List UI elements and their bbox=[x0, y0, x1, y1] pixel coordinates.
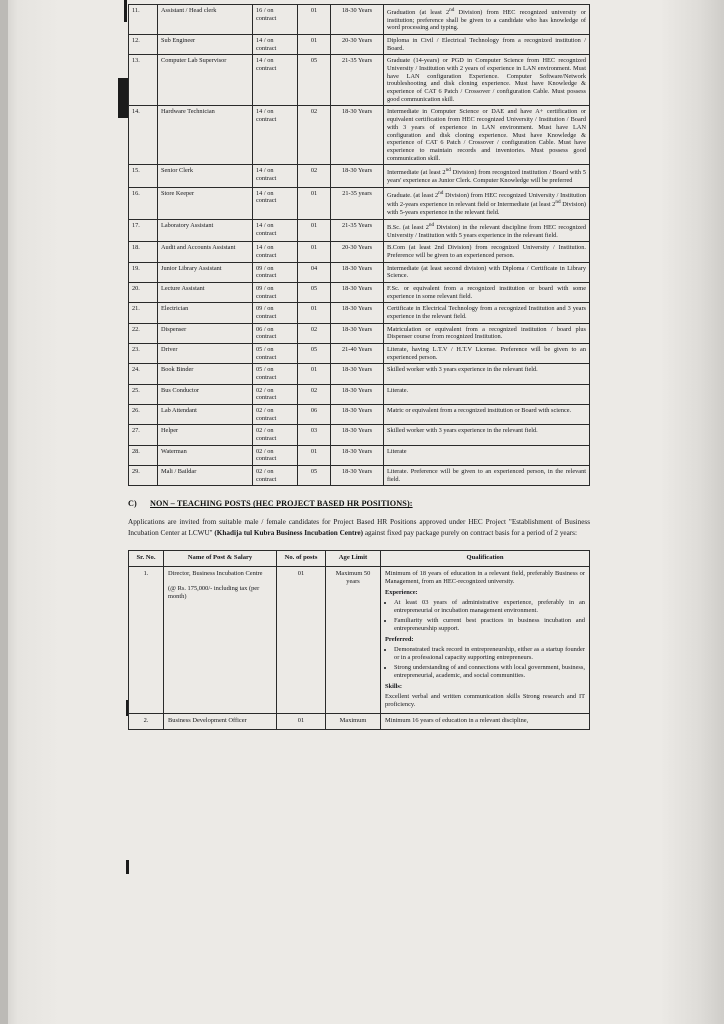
cell-pay: 14 / on contract bbox=[253, 35, 298, 55]
teaching-posts-table bbox=[128, 4, 590, 486]
cell-age: 18-30 Years bbox=[331, 165, 384, 187]
cell-pay: 02 / on contract bbox=[253, 445, 298, 465]
cell-post: Hardware Technician bbox=[158, 106, 253, 165]
cell-post: Driver bbox=[158, 343, 253, 363]
cell-sr: 16. bbox=[129, 187, 158, 219]
header-age-limit: Age Limit bbox=[326, 550, 381, 566]
cell-no: 03 bbox=[298, 425, 331, 445]
cell-age: 21-35 years bbox=[331, 187, 384, 219]
cell-post: Dispenser bbox=[158, 323, 253, 343]
cell-sr: 26. bbox=[129, 405, 158, 425]
cell-sr: 14. bbox=[129, 106, 158, 165]
table-row bbox=[129, 566, 590, 714]
table-row bbox=[129, 35, 590, 55]
skills-text: Excellent verbal and written communication skills Strong research and IT proficiency. bbox=[385, 692, 585, 709]
cell-sr: 29. bbox=[129, 466, 158, 486]
table-row bbox=[129, 466, 590, 486]
table-row bbox=[129, 323, 590, 343]
cell-no: 05 bbox=[298, 55, 331, 106]
cell-sr: 15. bbox=[129, 165, 158, 187]
cell-no: 02 bbox=[298, 165, 331, 187]
cell-no: 05 bbox=[298, 282, 331, 302]
skills-heading: Skills: bbox=[385, 683, 403, 691]
header-post: Name of Post & Salary bbox=[164, 550, 277, 566]
cell-pay: 14 / on contract bbox=[253, 187, 298, 219]
table-row bbox=[129, 106, 590, 165]
cell-qualification: Literate. Preference will be given to an experienced person, in the relevant field. bbox=[384, 466, 590, 486]
cell-no: 05 bbox=[298, 343, 331, 363]
cell-sr: 24. bbox=[129, 364, 158, 384]
cell-pay: 02 / on contract bbox=[253, 466, 298, 486]
cell-pay: 09 / on contract bbox=[253, 303, 298, 323]
cell-no: 01 bbox=[298, 303, 331, 323]
list-item: • Demonstrated track record in entrepreneurship, either as a startup founder or in a professional capacity supporting entrepreneurs. bbox=[394, 646, 585, 663]
cell-no: 01 bbox=[298, 364, 331, 384]
list-item: • At least 03 years of administrative experience, preferably in an entrepreneurial or incubation management environment. bbox=[394, 599, 585, 616]
cell-post: Store Keeper bbox=[158, 187, 253, 219]
cell-qualification: Graduate. (at least 2nd Division) from HEC recognized University / Institution with 2-years experience in relevant field or Intermediate (at least 2nd Division) with 5-years experience in the relevant field. bbox=[384, 187, 590, 219]
cell-post: Business Development Officer bbox=[164, 714, 277, 729]
cell-no: 01 bbox=[298, 445, 331, 465]
table-row bbox=[129, 364, 590, 384]
table-row bbox=[129, 384, 590, 404]
cell-sr: 11. bbox=[129, 5, 158, 35]
cell-no: 01 bbox=[298, 219, 331, 241]
cell-pay: 14 / on contract bbox=[253, 55, 298, 106]
cell-sr: 17. bbox=[129, 219, 158, 241]
table-row bbox=[129, 445, 590, 465]
cell-post: Bus Conductor bbox=[158, 384, 253, 404]
table-row bbox=[129, 242, 590, 262]
cell-pay: 05 / on contract bbox=[253, 364, 298, 384]
cell-post: Laboratory Assistant bbox=[158, 219, 253, 241]
cell-pay: 02 / on contract bbox=[253, 384, 298, 404]
table-row bbox=[129, 5, 590, 35]
cell-no: 04 bbox=[298, 262, 331, 282]
cell-post: Waterman bbox=[158, 445, 253, 465]
scan-artifact-low bbox=[126, 860, 129, 874]
cell-age: 21-40 Years bbox=[331, 343, 384, 363]
cell-no: 06 bbox=[298, 405, 331, 425]
scan-artifact-top bbox=[124, 0, 127, 22]
cell-age: 18-30 Years bbox=[331, 384, 384, 404]
table-row bbox=[129, 303, 590, 323]
cell-sr: 22. bbox=[129, 323, 158, 343]
cell-post: Electrician bbox=[158, 303, 253, 323]
experience-heading: Experience: bbox=[385, 589, 418, 597]
cell-no: 02 bbox=[298, 323, 331, 343]
cell-age: Maximum bbox=[326, 714, 381, 729]
cell-qualification bbox=[381, 566, 590, 714]
cell-age: 21-35 Years bbox=[331, 219, 384, 241]
paragraph-line-2-post: against fixed pay bbox=[363, 529, 414, 538]
cell-sr: 25. bbox=[129, 384, 158, 404]
paragraph-line-2-bold: (Khadija tul Kubra Business Incubation Centre) bbox=[214, 529, 364, 538]
cell-post: Book Binder bbox=[158, 364, 253, 384]
cell-no: 01 bbox=[298, 187, 331, 219]
cell-no: 01 bbox=[298, 35, 331, 55]
cell-qualification: B.Com (at least 2nd Division) from recognized University / Institution. Preference will be given to an experienced person. bbox=[384, 242, 590, 262]
cell-pay: 05 / on contract bbox=[253, 343, 298, 363]
cell-sr: 12. bbox=[129, 35, 158, 55]
scan-artifact-clip bbox=[118, 78, 128, 118]
cell-qualification: Matric or equivalent from a recognized institution or Board with science. bbox=[384, 405, 590, 425]
cell-age: 18-30 Years bbox=[331, 364, 384, 384]
cell-pay: 06 / on contract bbox=[253, 323, 298, 343]
cell-sr: 18. bbox=[129, 242, 158, 262]
cell-age: 18-30 Years bbox=[331, 282, 384, 302]
paragraph-line-2-pre: "Establishment of Business Incubation Center at LCWU" bbox=[128, 518, 590, 538]
table-row bbox=[129, 219, 590, 241]
cell-qualification: Literate. bbox=[384, 384, 590, 404]
cell-qualification: Skilled worker with 3 years experience in the relevant field. bbox=[384, 364, 590, 384]
table-row bbox=[129, 55, 590, 106]
project-posts-body bbox=[129, 566, 590, 729]
header-sr: Sr. No. bbox=[129, 550, 164, 566]
cell-post: Lab Attendant bbox=[158, 405, 253, 425]
cell-post bbox=[164, 566, 277, 714]
cell-post: Lecture Assistant bbox=[158, 282, 253, 302]
cell-qualification: Graduation (at least 2nd Division) from HEC recognized university or institution; preference shall be given to a candidate who has knowledge of word processing and typing. bbox=[384, 5, 590, 35]
paragraph-line-3: package purely on contract basis for a period of 2 years: bbox=[415, 529, 577, 538]
cell-age: 18-30 Years bbox=[331, 405, 384, 425]
cell-sr: 2. bbox=[129, 714, 164, 729]
cell-sr: 28. bbox=[129, 445, 158, 465]
cell-qualification: Literate, having L.T.V / H.T.V License. Preference will be given to an experienced person. bbox=[384, 343, 590, 363]
scan-left-edge bbox=[0, 0, 8, 1024]
section-c bbox=[128, 499, 590, 539]
cell-post: Mali / Baildar bbox=[158, 466, 253, 486]
post-title: Director, Business Incubation Centre bbox=[168, 569, 263, 577]
cell-age: 20-30 Years bbox=[331, 35, 384, 55]
table-header-row bbox=[129, 550, 590, 566]
table-row bbox=[129, 282, 590, 302]
table-row bbox=[129, 262, 590, 282]
cell-age: 18-30 Years bbox=[331, 106, 384, 165]
cell-qualification: B.Sc. (at least 2nd Division) in the relevant discipline from HEC recognized University / Institution with 5 years experience in the relevant field. bbox=[384, 219, 590, 241]
header-no-of-posts: No. of posts bbox=[277, 550, 326, 566]
cell-age: 18-30 Years bbox=[331, 5, 384, 35]
table-row bbox=[129, 405, 590, 425]
cell-qualification: F.Sc. or equivalent from a recognized institution or board with some experience in some relevant field. bbox=[384, 282, 590, 302]
cell-post: Sub Engineer bbox=[158, 35, 253, 55]
cell-no: 01 bbox=[298, 242, 331, 262]
cell-post: Computer Lab Supervisor bbox=[158, 55, 253, 106]
cell-age: Maximum 50 years bbox=[326, 566, 381, 714]
cell-no: 02 bbox=[298, 384, 331, 404]
cell-qualification: Graduate (14-years) or PGD in Computer Science from HEC recognized University / Institution with 2 years of experience in LAN environment. Must have LAN configuration Experience. Computer Software/Network troubleshooting and disk cloning experience. Must have Knowledge & experience of CAT 6 Patch / Crossover / configuration Cable. Must possess good communication skill. bbox=[384, 55, 590, 106]
cell-post: Helper bbox=[158, 425, 253, 445]
cell-qualification: Matriculation or equivalent from a recognized institution / board plus Dispenser course from recognized Institution. bbox=[384, 323, 590, 343]
cell-age: 18-30 Years bbox=[331, 323, 384, 343]
cell-qualification: Skilled worker with 3 years experience in the relevant field. bbox=[384, 425, 590, 445]
cell-pay: 14 / on contract bbox=[253, 165, 298, 187]
cell-qualification: Intermediate (at least 2nd Division) from recognized institution / Board with 5 years' experience as Junior Clerk. Computer Knowledge will be preferred bbox=[384, 165, 590, 187]
cell-pay: 09 / on contract bbox=[253, 262, 298, 282]
cell-sr: 1. bbox=[129, 566, 164, 714]
section-c-heading bbox=[128, 499, 590, 508]
cell-qualification: Certificate in Electrical Technology from a recognized Institution and 3 years experience in the relevant field. bbox=[384, 303, 590, 323]
cell-age: 18-30 Years bbox=[331, 466, 384, 486]
cell-age: 18-30 Years bbox=[331, 425, 384, 445]
preferred-list bbox=[385, 646, 585, 681]
cell-pay: 02 / on contract bbox=[253, 425, 298, 445]
cell-qualification: Intermediate (at least second division) with Diploma / Certificate in Library Science. bbox=[384, 262, 590, 282]
preferred-heading: Preferred: bbox=[385, 636, 414, 644]
cell-qualification: Minimum 16 years of education in a relevant discipline, bbox=[381, 714, 590, 729]
table-row bbox=[129, 187, 590, 219]
project-posts-table bbox=[128, 550, 590, 730]
cell-no: 01 bbox=[298, 5, 331, 35]
cell-no: 01 bbox=[277, 714, 326, 729]
paragraph-line-1: Applications are invited from suitable male / female candidates for Project Based HR Positions approved under HEC Project bbox=[128, 518, 506, 527]
section-c-paragraph bbox=[128, 517, 590, 539]
cell-pay: 14 / on contract bbox=[253, 106, 298, 165]
cell-post: Senior Clerk bbox=[158, 165, 253, 187]
cell-qualification: Diploma in Civil / Electrical Technology from a recognized institution / Board. bbox=[384, 35, 590, 55]
cell-sr: 23. bbox=[129, 343, 158, 363]
cell-pay: 14 / on contract bbox=[253, 242, 298, 262]
list-item: • Familiarity with current best practices in business incubation and entrepreneurship support. bbox=[394, 617, 585, 634]
cell-age: 20-30 Years bbox=[331, 242, 384, 262]
cell-no: 05 bbox=[298, 466, 331, 486]
cell-pay: 16 / on contract bbox=[253, 5, 298, 35]
cell-qualification: Literate bbox=[384, 445, 590, 465]
experience-list bbox=[385, 599, 585, 634]
project-posts-head bbox=[129, 550, 590, 566]
cell-sr: 21. bbox=[129, 303, 158, 323]
section-c-title: NON – TEACHING POSTS (HEC PROJECT BASED HR POSITIONS): bbox=[150, 499, 413, 509]
cell-pay: 14 / on contract bbox=[253, 219, 298, 241]
cell-post: Audit and Accounts Assistant bbox=[158, 242, 253, 262]
document-content bbox=[128, 4, 590, 730]
post-salary: (@ Rs. 175,000/- including tax (per month) bbox=[168, 584, 260, 601]
cell-post: Assistant / Head clerk bbox=[158, 5, 253, 35]
table-row bbox=[129, 714, 590, 729]
cell-post: Junior Library Assistant bbox=[158, 262, 253, 282]
cell-pay: 09 / on contract bbox=[253, 282, 298, 302]
teaching-posts-body bbox=[129, 5, 590, 486]
table-row bbox=[129, 425, 590, 445]
cell-no: 02 bbox=[298, 106, 331, 165]
cell-no: 01 bbox=[277, 566, 326, 714]
header-qualification: Qualification bbox=[381, 550, 590, 566]
cell-sr: 13. bbox=[129, 55, 158, 106]
cell-age: 18-30 Years bbox=[331, 445, 384, 465]
qualification-intro: Minimum of 18 years of education in a relevant field, preferably Business or Management, from an HEC-recognized university. bbox=[385, 569, 585, 585]
cell-pay: 02 / on contract bbox=[253, 405, 298, 425]
cell-sr: 27. bbox=[129, 425, 158, 445]
table-row bbox=[129, 343, 590, 363]
cell-age: 21-35 Years bbox=[331, 55, 384, 106]
cell-age: 18-30 Years bbox=[331, 262, 384, 282]
cell-sr: 20. bbox=[129, 282, 158, 302]
section-c-label: C) bbox=[128, 499, 137, 509]
list-item: • Strong understanding of and connections with local government, business, entrepreneurial, academic, and social communities. bbox=[394, 664, 585, 681]
table-row bbox=[129, 165, 590, 187]
cell-sr: 19. bbox=[129, 262, 158, 282]
cell-age: 18-30 Years bbox=[331, 303, 384, 323]
cell-qualification: Intermediate in Computer Science or DAE and have A+ certification or equivalent certification from HEC recognized University / Institution / Board with 3 years of experience in LAN environment. Must have LAN configuration and disk cloning experience. Must have Knowledge & experience of CAT 6 Patch / Crossover / configuration Cable. Must have experience to maintain records and inventories. Must possess good communication skill. bbox=[384, 106, 590, 165]
